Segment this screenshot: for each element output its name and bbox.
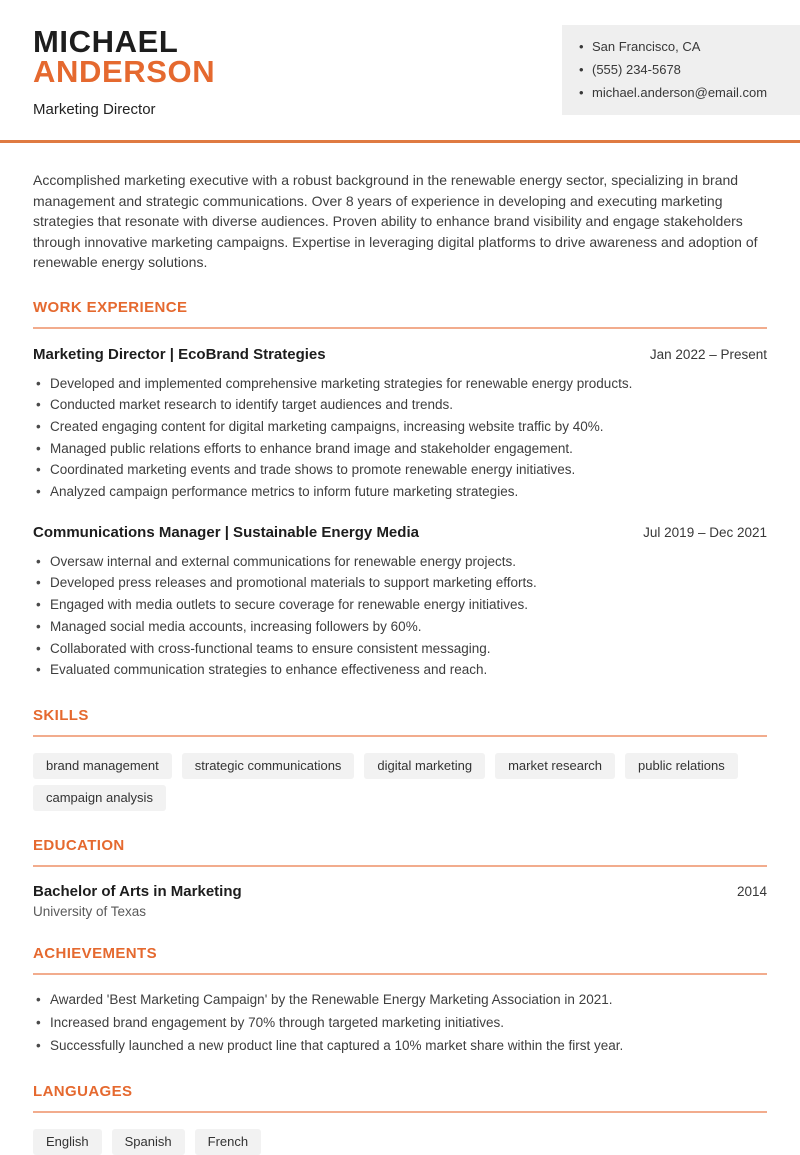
job-entry-dates: Jul 2019 – Dec 2021 bbox=[643, 524, 767, 540]
achievement-bullet: • Increased brand engagement by 70% through targeted marketing initiatives. bbox=[33, 1011, 767, 1034]
job-entry bbox=[33, 524, 767, 681]
work-experience-heading: WORK EXPERIENCE bbox=[33, 299, 767, 329]
skill-tag: brand management bbox=[33, 753, 172, 779]
section-languages bbox=[33, 1083, 767, 1155]
identity-block bbox=[0, 25, 215, 118]
skill-tag: strategic communications bbox=[182, 753, 355, 779]
job-entry-header bbox=[33, 524, 767, 541]
skill-tag: digital marketing bbox=[364, 753, 485, 779]
content bbox=[0, 170, 800, 1155]
skill-tag: campaign analysis bbox=[33, 785, 166, 811]
job-bullet: • Created engaging content for digital marketing campaigns, increasing website traffic by 40%. bbox=[33, 416, 767, 438]
achievement-bullet: • Successfully launched a new product line that captured a 10% market share within the first year. bbox=[33, 1034, 767, 1057]
job-bullet: • Managed social media accounts, increasing followers by 60%. bbox=[33, 616, 767, 638]
languages-heading: LANGUAGES bbox=[33, 1083, 767, 1113]
job-bullet: • Oversaw internal and external communications for renewable energy projects. bbox=[33, 551, 767, 573]
job-bullet-list bbox=[33, 373, 767, 503]
header-job-title: Marketing Director bbox=[33, 101, 156, 118]
section-skills bbox=[33, 707, 767, 811]
graduation-year: 2014 bbox=[736, 883, 767, 899]
header bbox=[0, 0, 800, 118]
job-list bbox=[33, 346, 767, 681]
language-tag: Spanish bbox=[112, 1129, 185, 1155]
section-education bbox=[33, 837, 767, 919]
full-name bbox=[33, 24, 216, 89]
header-divider bbox=[0, 140, 800, 143]
contact-item: • San Francisco, CA bbox=[562, 35, 792, 58]
skills-heading: SKILLS bbox=[33, 707, 767, 737]
contact-item: • michael.anderson@email.com bbox=[562, 81, 792, 104]
achievement-bullet: • Awarded 'Best Marketing Campaign' by the Renewable Energy Marketing Association in 2021. bbox=[33, 988, 767, 1011]
job-bullet: • Managed public relations efforts to enhance brand image and stakeholder engagement. bbox=[33, 438, 767, 460]
job-entry-header bbox=[33, 346, 767, 363]
section-achievements bbox=[33, 945, 767, 1057]
job-bullet: • Evaluated communication strategies to enhance effectiveness and reach. bbox=[33, 659, 767, 681]
job-bullet: • Collaborated with cross-functional teams to ensure consistent messaging. bbox=[33, 638, 767, 660]
job-bullet-list bbox=[33, 551, 767, 681]
job-entry-title: Marketing Director | EcoBrand Strategies bbox=[33, 345, 326, 363]
skill-tag-list bbox=[33, 753, 767, 811]
job-bullet: • Analyzed campaign performance metrics to inform future marketing strategies. bbox=[33, 481, 767, 503]
job-entry-title: Communications Manager | Sustainable Energy Media bbox=[33, 523, 419, 541]
education-entry-header bbox=[33, 883, 767, 900]
degree-title: Bachelor of Arts in Marketing bbox=[33, 882, 242, 900]
contact-item: • (555) 234-5678 bbox=[562, 58, 792, 81]
job-bullet: • Developed press releases and promotional materials to support marketing efforts. bbox=[33, 572, 767, 594]
achievements-heading: ACHIEVEMENTS bbox=[33, 945, 767, 975]
last-name: ANDERSON bbox=[33, 54, 216, 89]
school-name: University of Texas bbox=[33, 903, 147, 919]
job-bullet: • Conducted market research to identify target audiences and trends. bbox=[33, 394, 767, 416]
contact-list bbox=[562, 35, 792, 104]
first-name: MICHAEL bbox=[33, 24, 179, 59]
education-entry bbox=[33, 883, 767, 919]
skill-tag: public relations bbox=[625, 753, 738, 779]
job-bullet: • Developed and implemented comprehensive marketing strategies for renewable energy products. bbox=[33, 373, 767, 395]
education-heading: EDUCATION bbox=[33, 837, 767, 867]
language-tag-list bbox=[33, 1129, 767, 1155]
achievement-list bbox=[33, 988, 767, 1057]
summary-paragraph: Accomplished marketing executive with a robust background in the renewable energy sector, specializing in brand management and strategic communications. Over 8 years of experience in developing and executing marketing strategies that resonate with diverse audiences. Proven ability to enhance brand visibility and engage stakeholders through innovative marketing campaigns. Expertise in leveraging digital platforms to drive awareness and adoption of renewable energy solutions. bbox=[33, 172, 758, 270]
job-bullet: • Engaged with media outlets to secure coverage for renewable energy initiatives. bbox=[33, 594, 767, 616]
language-tag: French bbox=[195, 1129, 261, 1155]
job-bullet: • Coordinated marketing events and trade shows to promote renewable energy initiatives. bbox=[33, 459, 767, 481]
job-entry-dates: Jan 2022 – Present bbox=[649, 346, 767, 362]
language-tag: English bbox=[33, 1129, 102, 1155]
skill-tag: market research bbox=[495, 753, 615, 779]
section-work-experience bbox=[33, 299, 767, 681]
contact-box bbox=[562, 25, 800, 115]
job-entry bbox=[33, 346, 767, 503]
